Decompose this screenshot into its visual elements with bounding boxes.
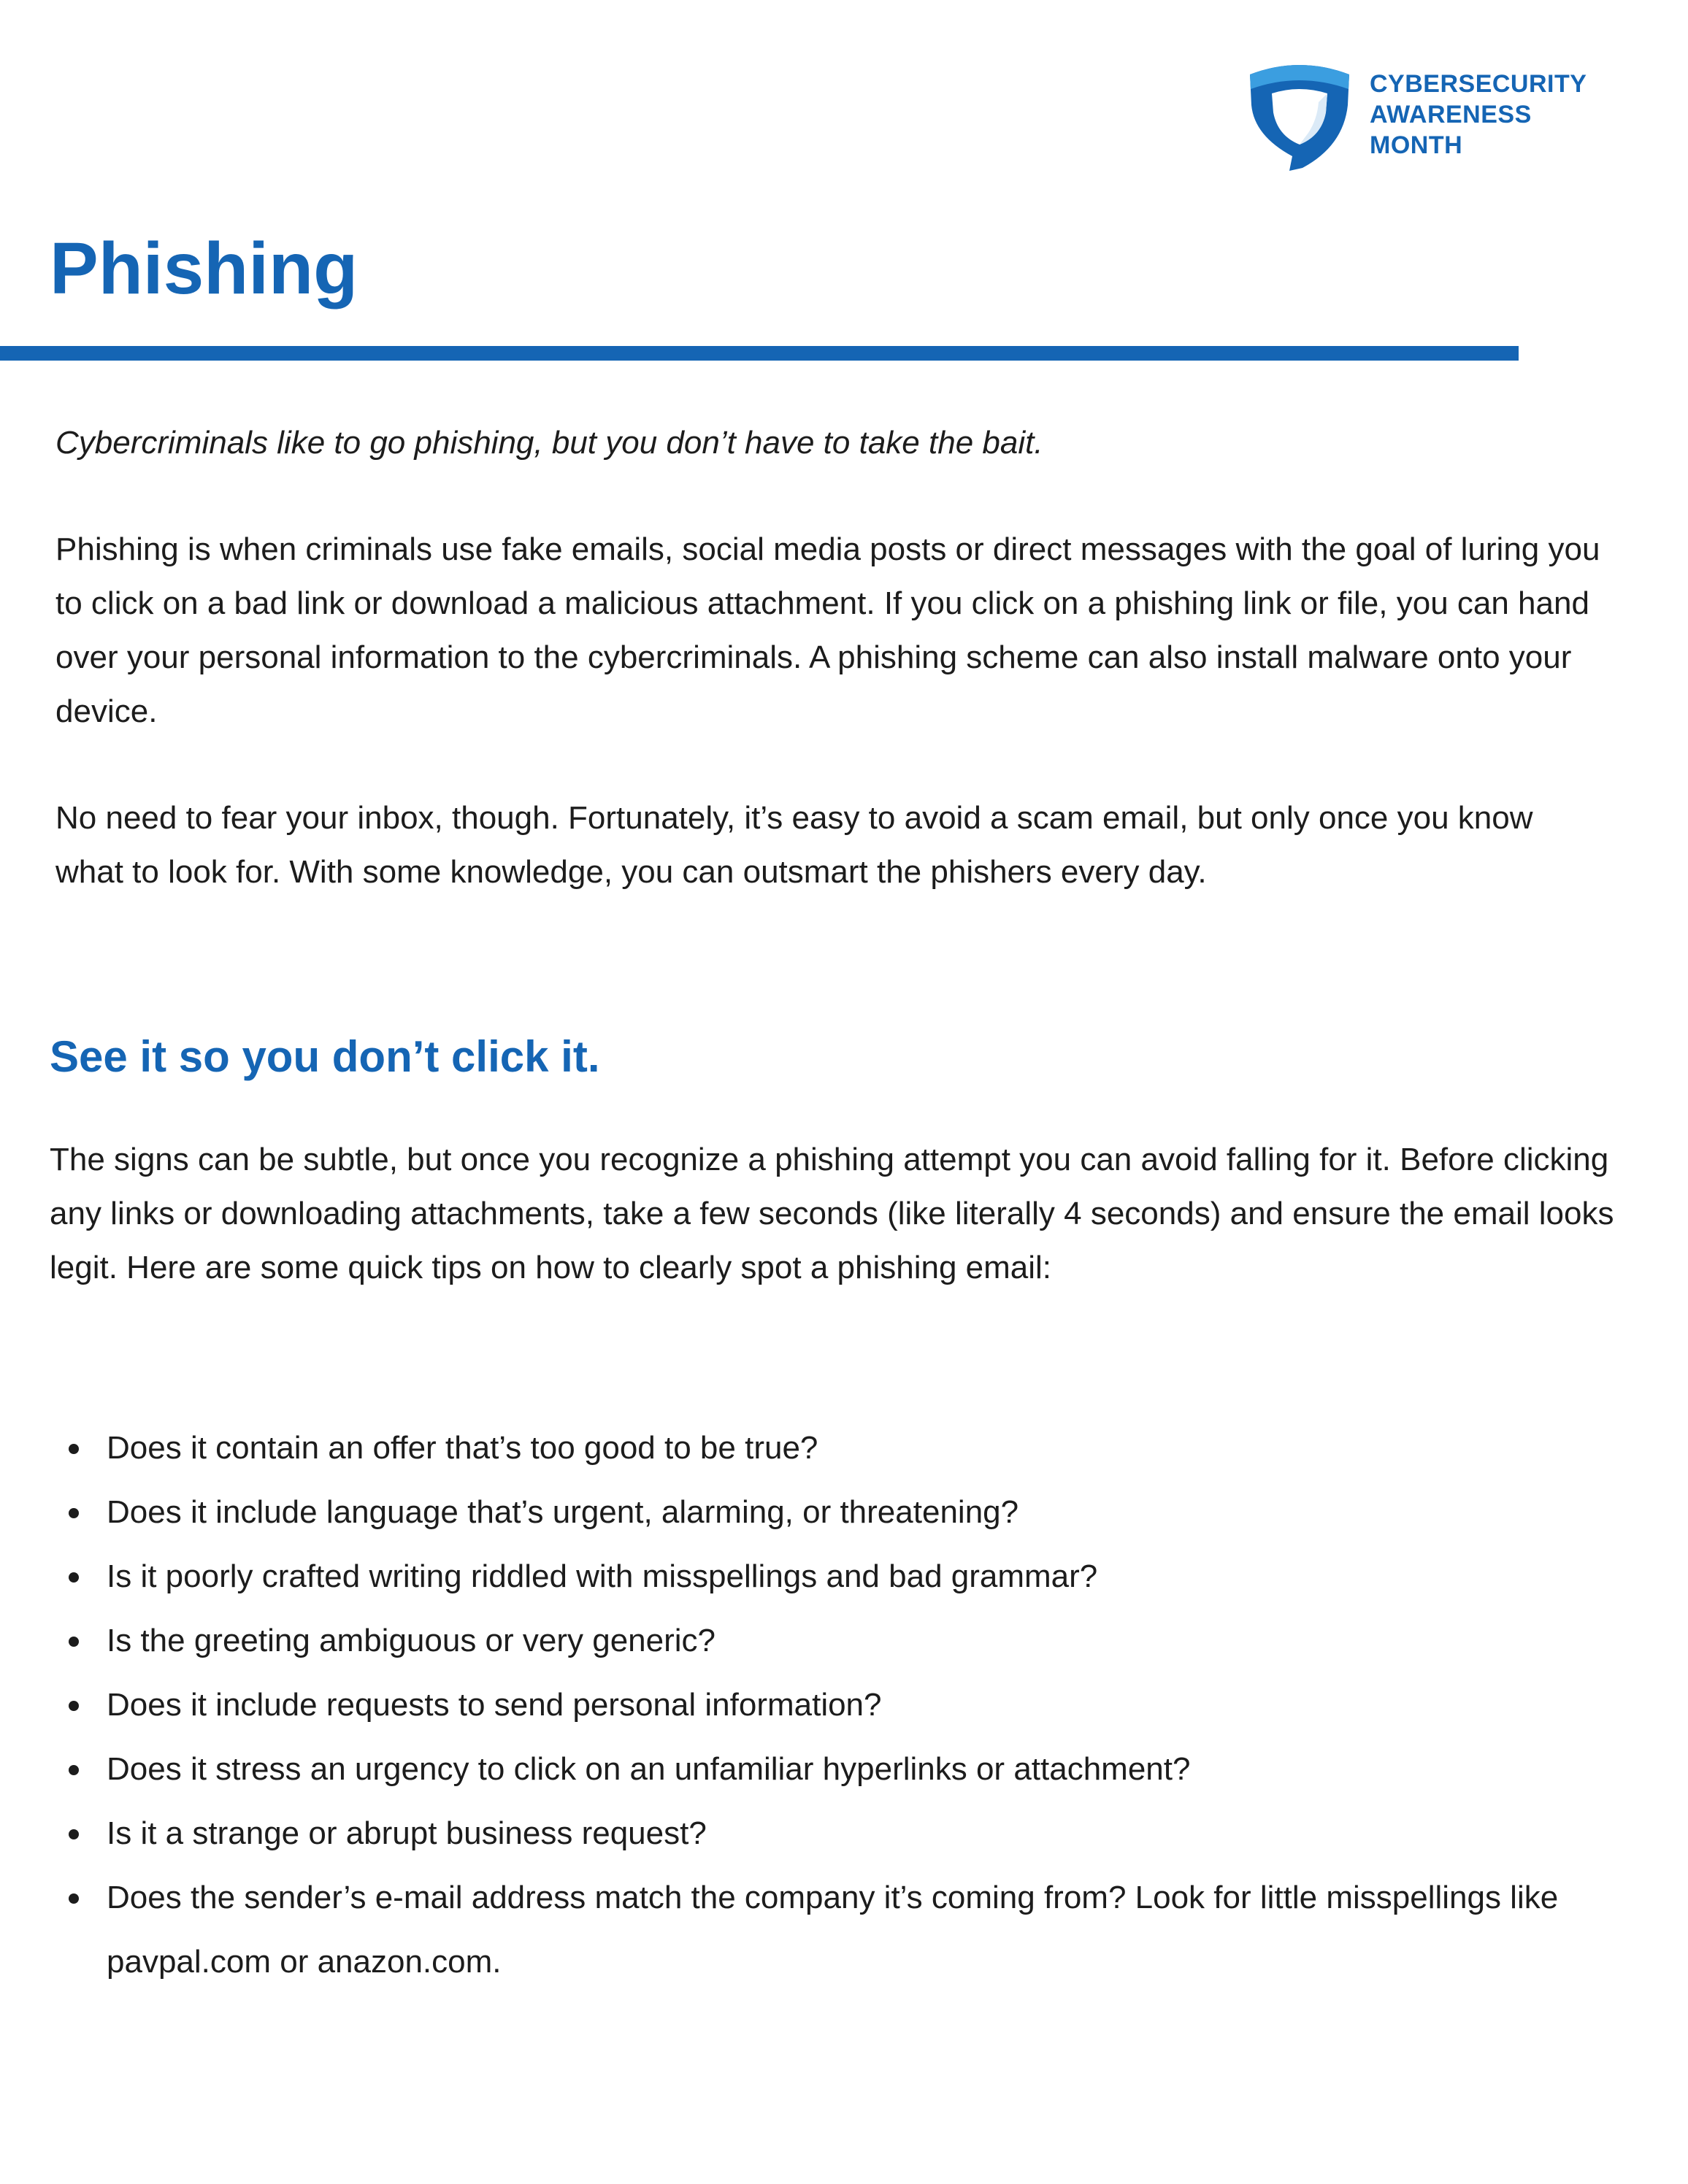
- cybersecurity-awareness-month-logo: [1246, 60, 1587, 171]
- tips-list: [69, 1416, 1616, 1994]
- list-item: [69, 1480, 1616, 1545]
- list-item: [69, 1673, 1616, 1737]
- bullet-icon: [69, 1572, 79, 1583]
- paragraph-signs: The signs can be subtle, but once you recognize a phishing attempt you can avoid falling for it. Before clicking any links or downloading attachments, take a few seconds (like literally 4 seconds) and ensure the email looks legit. Here are some quick tips on how to clearly spot a phishing email:: [50, 1142, 1614, 1285]
- list-item: [69, 1737, 1616, 1802]
- title-divider: [0, 346, 1519, 361]
- logo-line-3: MONTH: [1370, 131, 1463, 159]
- tip-text: Does it include language that’s urgent, alarming, or threatening?: [107, 1494, 1019, 1530]
- tip-text: Does it contain an offer that’s too good to be true?: [107, 1430, 818, 1466]
- bullet-icon: [69, 1637, 79, 1647]
- bullet-icon: [69, 1829, 79, 1839]
- list-item: [69, 1609, 1616, 1673]
- bullet-icon: [69, 1765, 79, 1775]
- tip-text: Does it stress an urgency to click on an unfamiliar hyperlinks or attachment?: [107, 1751, 1191, 1787]
- list-item: [69, 1416, 1616, 1480]
- page-title: Phishing: [50, 228, 358, 309]
- tip-text: Is the greeting ambiguous or very generic?: [107, 1623, 716, 1658]
- tip-text: Is it a strange or abrupt business request?: [107, 1815, 707, 1851]
- intro-tagline: Cybercriminals like to go phishing, but you don’t have to take the bait.: [55, 425, 1043, 461]
- tip-text: Does it include requests to send personal information?: [107, 1687, 882, 1723]
- paragraph-definition: Phishing is when criminals use fake emails, social media posts or direct messages with the goal of luring you to click on a bad link or download a malicious attachment. If you click on a phishing link or file, you can hand over your personal information to the cybercriminals. A phishing scheme can also install malware onto your device.: [55, 531, 1600, 729]
- bullet-icon: [69, 1893, 79, 1904]
- section-heading: See it so you don’t click it.: [50, 1032, 600, 1081]
- list-item: [69, 1545, 1616, 1609]
- tip-text: Does the sender’s e-mail address match the company it’s coming from? Look for little misspellings like pavpal.com or anazon.com.: [107, 1880, 1559, 1980]
- bullet-icon: [69, 1508, 79, 1518]
- bullet-icon: [69, 1701, 79, 1711]
- logo-text: [1370, 69, 1587, 161]
- logo-line-1: CYBERSECURITY: [1370, 70, 1587, 98]
- list-item: [69, 1802, 1616, 1866]
- tip-text: Is it poorly crafted writing riddled with misspellings and bad grammar?: [107, 1558, 1098, 1594]
- bullet-icon: [69, 1444, 79, 1454]
- logo-line-2: AWARENESS: [1370, 101, 1532, 128]
- list-item: [69, 1866, 1616, 1994]
- paragraph-reassurance: No need to fear your inbox, though. Fortunately, it’s easy to avoid a scam email, but only once you know what to look for. With some knowledge, you can outsmart the phishers every day.: [55, 800, 1533, 890]
- shield-icon: [1246, 60, 1354, 171]
